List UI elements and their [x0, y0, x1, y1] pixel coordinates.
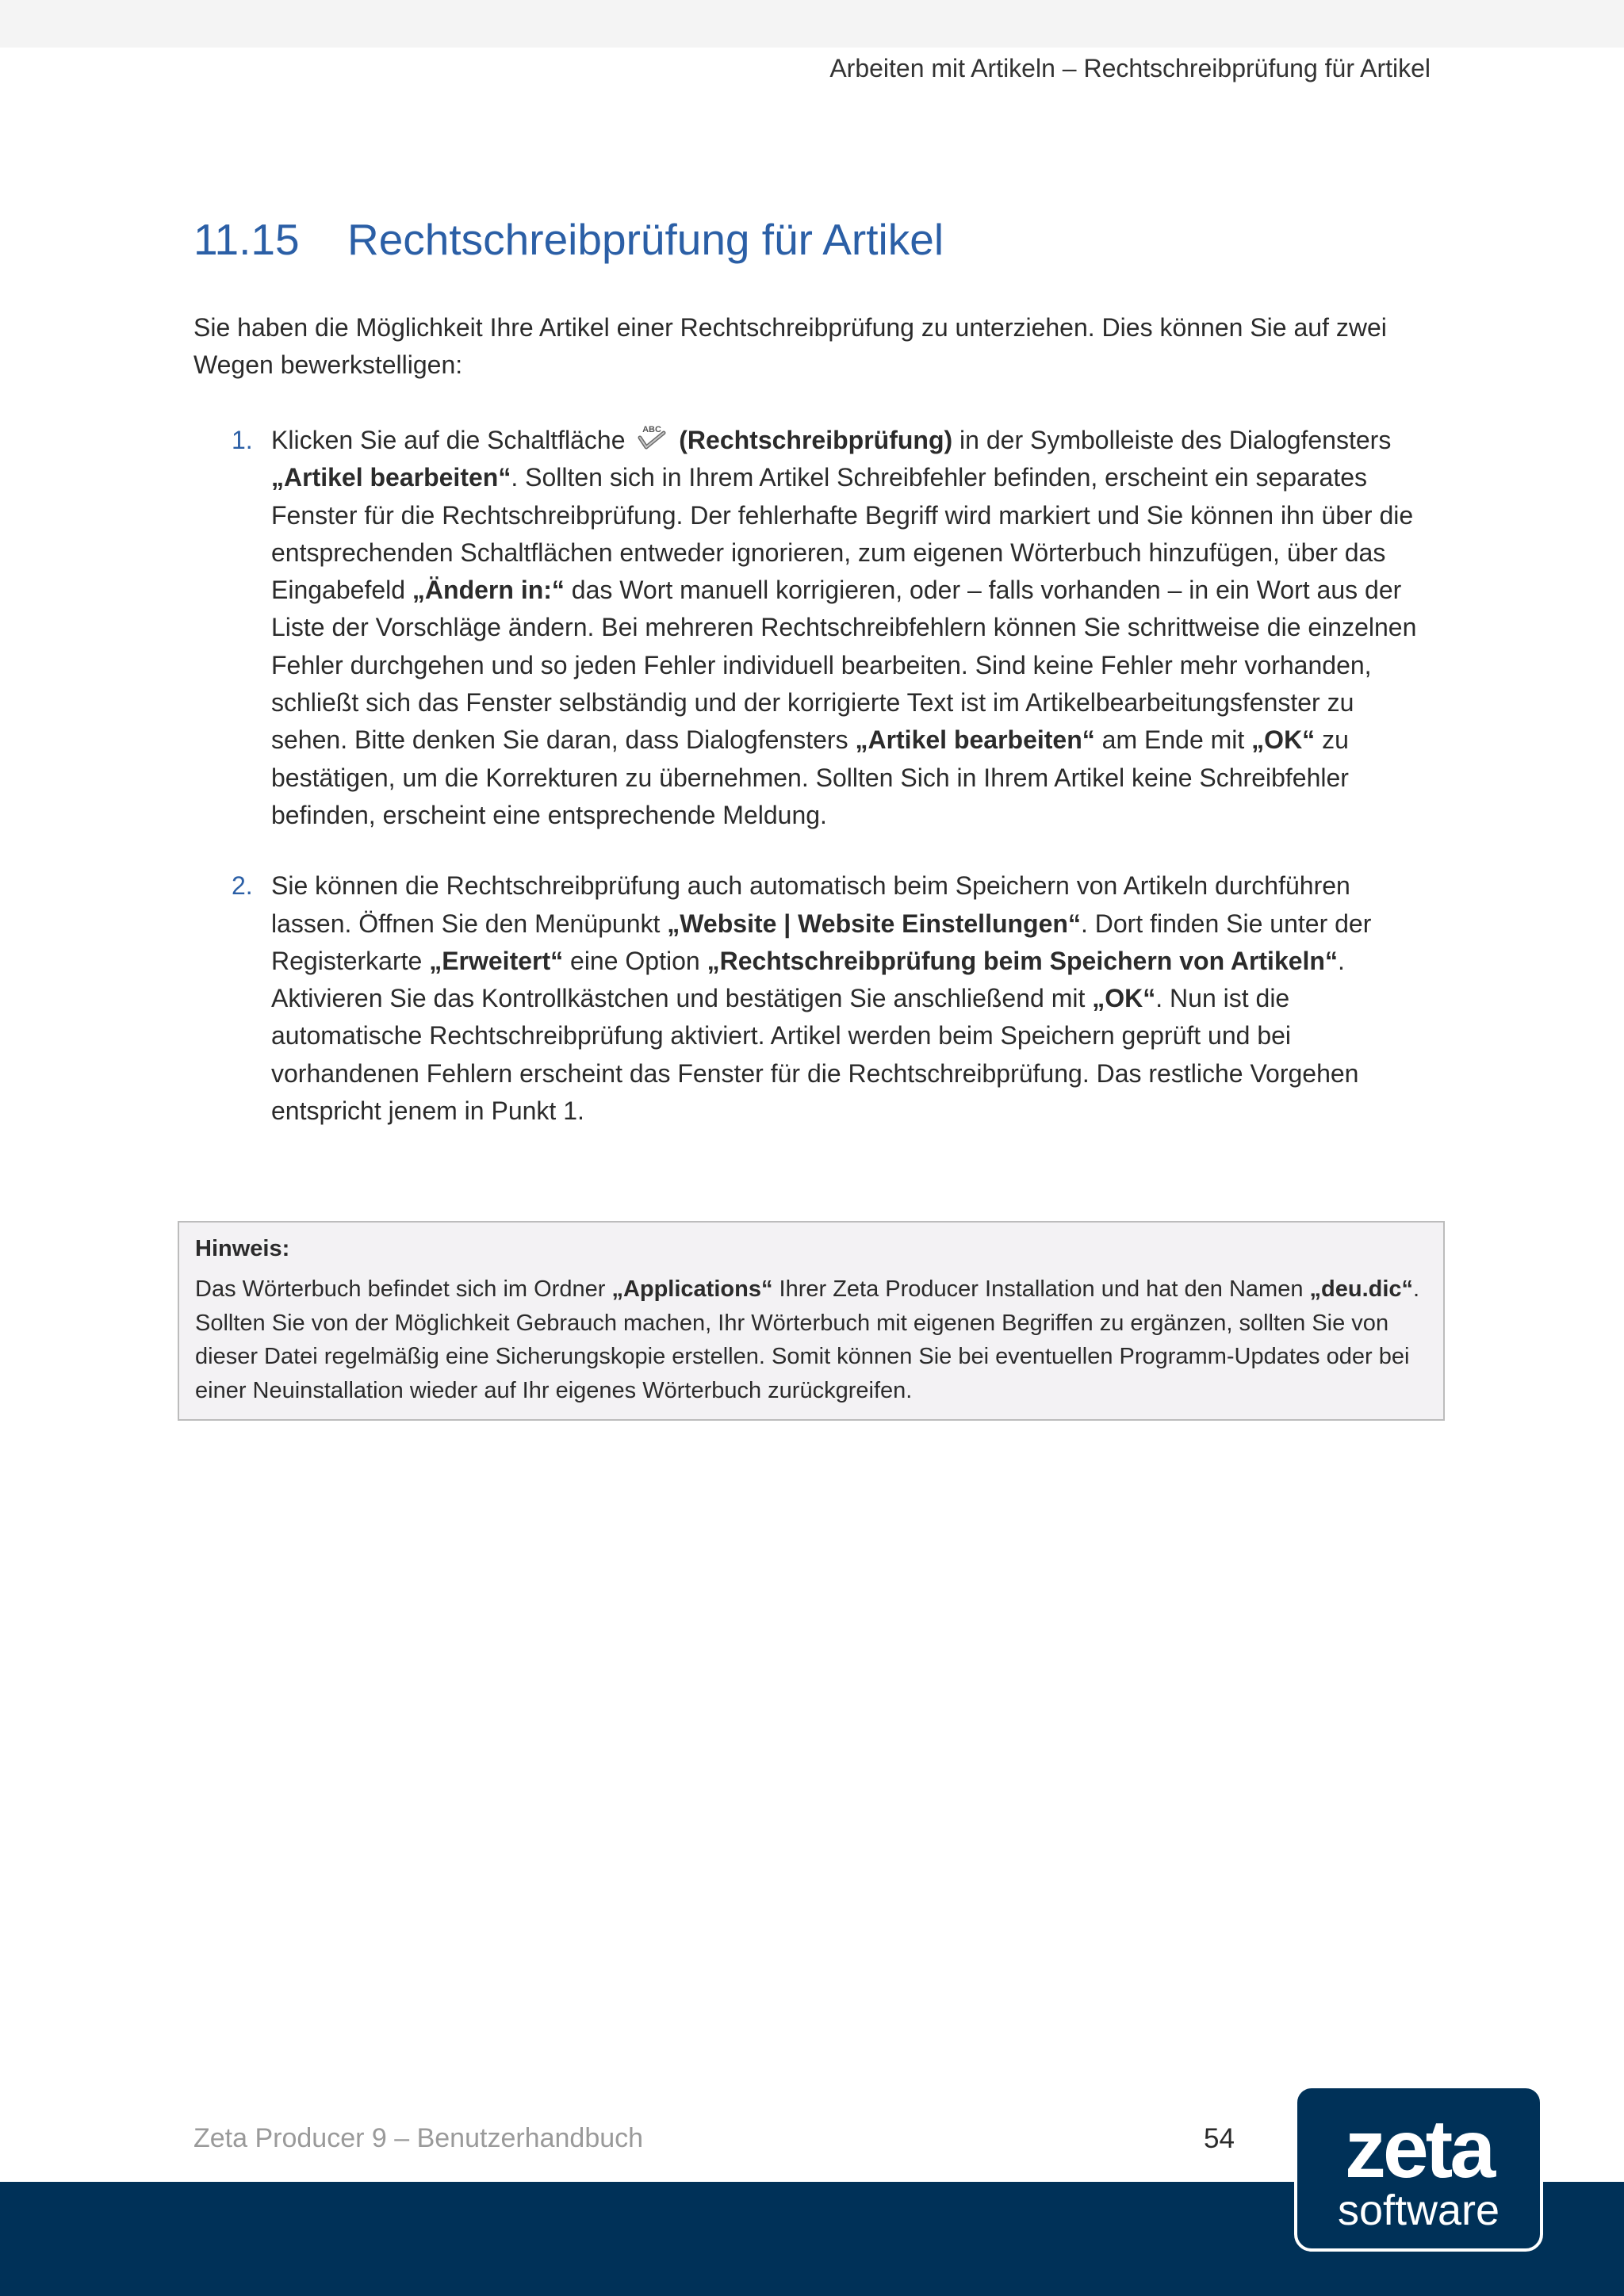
section-number: 11.15: [193, 215, 300, 264]
abc-spellcheck-icon: [635, 423, 668, 450]
section-title: Rechtschreibprüfung für Artikel: [347, 215, 944, 264]
step-text: . Nun ist die automatische Rechtschreibprüfung aktiviert. Artikel werden beim Speichern geprüft und bei vorhandenen Fehlern erscheint das Fenster für die Rechtschreibprüfung. Das restliche Vorgehen entspricht jenem in Punkt 1.: [271, 984, 1359, 1126]
step-item: [193, 867, 1435, 1130]
step-text: eine Option: [563, 946, 707, 975]
logo-subtitle: software: [1337, 2187, 1500, 2234]
note-bold: „deu.dic“: [1309, 1276, 1414, 1302]
step-text: in der Symbolleiste des Dialogfensters: [952, 426, 1392, 454]
steps-list: [193, 422, 1435, 1163]
step-bold: „Website | Website Einstellungen“: [667, 909, 1081, 938]
step-bold: „OK“: [1251, 725, 1316, 755]
step-bold: „Artikel bearbeiten“: [271, 463, 511, 492]
zeta-software-logo: [1294, 2085, 1543, 2252]
note-text-part: Das Wörterbuch befindet sich im Ordner: [195, 1276, 612, 1302]
running-header: Arbeiten mit Artikeln – Rechtschreibprüfung für Artikel: [829, 54, 1431, 82]
step-text: zu bestätigen, um die Korrekturen zu übernehmen. Sollten Sich in Ihrem Artikel keine Schreibfehler befinden, erscheint eine entsprechende Meldung.: [271, 725, 1349, 829]
svg-text:ABC: ABC: [642, 425, 662, 434]
step-bold: „Artikel bearbeiten“: [855, 725, 1095, 755]
step-item: [193, 422, 1435, 834]
section-heading: [193, 214, 944, 265]
step-text: das Wort manuell korrigieren, oder – falls vorhanden – in ein Wort aus der Liste der Vorschläge ändern. Bei mehreren Rechtschreibfehlern können Sie schrittweise die einzelnen Fehler durchgehen und so jeden Fehler individuell bearbeiten. Sind keine Fehler mehr vorhanden, schließt sich das Fenster selbständig und der korrigierte Text ist im Artikelbearbeitungsfenster zu sehen. Bitte denken Sie daran, dass Dialogfensters: [271, 576, 1417, 755]
note-bold: „Applications“: [611, 1276, 773, 1302]
step-number: 1.: [232, 426, 253, 454]
note-box: [178, 1221, 1445, 1421]
note-text-part: Ihrer Zeta Producer Installation und hat den Namen: [772, 1276, 1310, 1302]
step-bold: „Rechtschreibprüfung beim Speichern von Artikeln“: [707, 946, 1338, 975]
step-number: 2.: [232, 871, 253, 901]
step-bold: „Ändern in:“: [412, 576, 565, 605]
step-text: . Sollten sich in Ihrem Artikel Schreibfehler befinden, erscheint ein separates Fenster für die Rechtschreibprüfung. Der fehlerhafte Begriff wird markiert und Sie können ihn über die entsprechenden Schaltflächen entweder ignorieren, zum eigenen Wörterbuch hinzufügen, über das Eingabefeld: [271, 463, 1414, 605]
note-title: Hinweis:: [195, 1236, 290, 1261]
footer-document-title: Zeta Producer 9 – Benutzerhandbuch: [193, 2123, 644, 2153]
intro-paragraph: Sie haben die Möglichkeit Ihre Artikel einer Rechtschreibprüfung zu unterziehen. Dies können Sie auf zwei Wegen bewerkstelligen:: [193, 313, 1387, 379]
logo-wordmark: zeta: [1344, 2103, 1493, 2195]
step-text: Sie können die Rechtschreibprüfung auch automatisch beim Speichern von Artikeln durchführen lassen. Öffnen Sie den Menüpunkt: [271, 871, 1350, 938]
page-number: 54: [1204, 2123, 1235, 2154]
note-text-part: . Sollten Sie von der Möglichkeit Gebrauch machen, Ihr Wörterbuch mit eigenen Begriffen zu ergänzen, sollten Sie von dieser Datei regelmäßig eine Sicherungskopie erstellen. Somit können Sie bei eventuellen Programm-Updates oder bei einer Neuinstallation wieder auf Ihr eigenes Wörterbuch zurückgreifen.: [195, 1276, 1420, 1403]
step-text: Klicken Sie auf die Schaltfläche: [271, 426, 626, 454]
step-bold: „Erweitert“: [429, 946, 564, 975]
step-bold: (Rechtschreibprüfung): [679, 426, 953, 454]
step-text: . Dort finden Sie unter der Registerkarte: [271, 909, 1372, 975]
note-text: [195, 1272, 1427, 1407]
top-strip: [0, 0, 1624, 48]
step-text: am Ende mit: [1094, 725, 1252, 755]
step-text: . Aktivieren Sie das Kontrollkästchen und bestätigen Sie anschließend mit: [271, 946, 1345, 1013]
step-bold: „OK“: [1092, 984, 1156, 1013]
